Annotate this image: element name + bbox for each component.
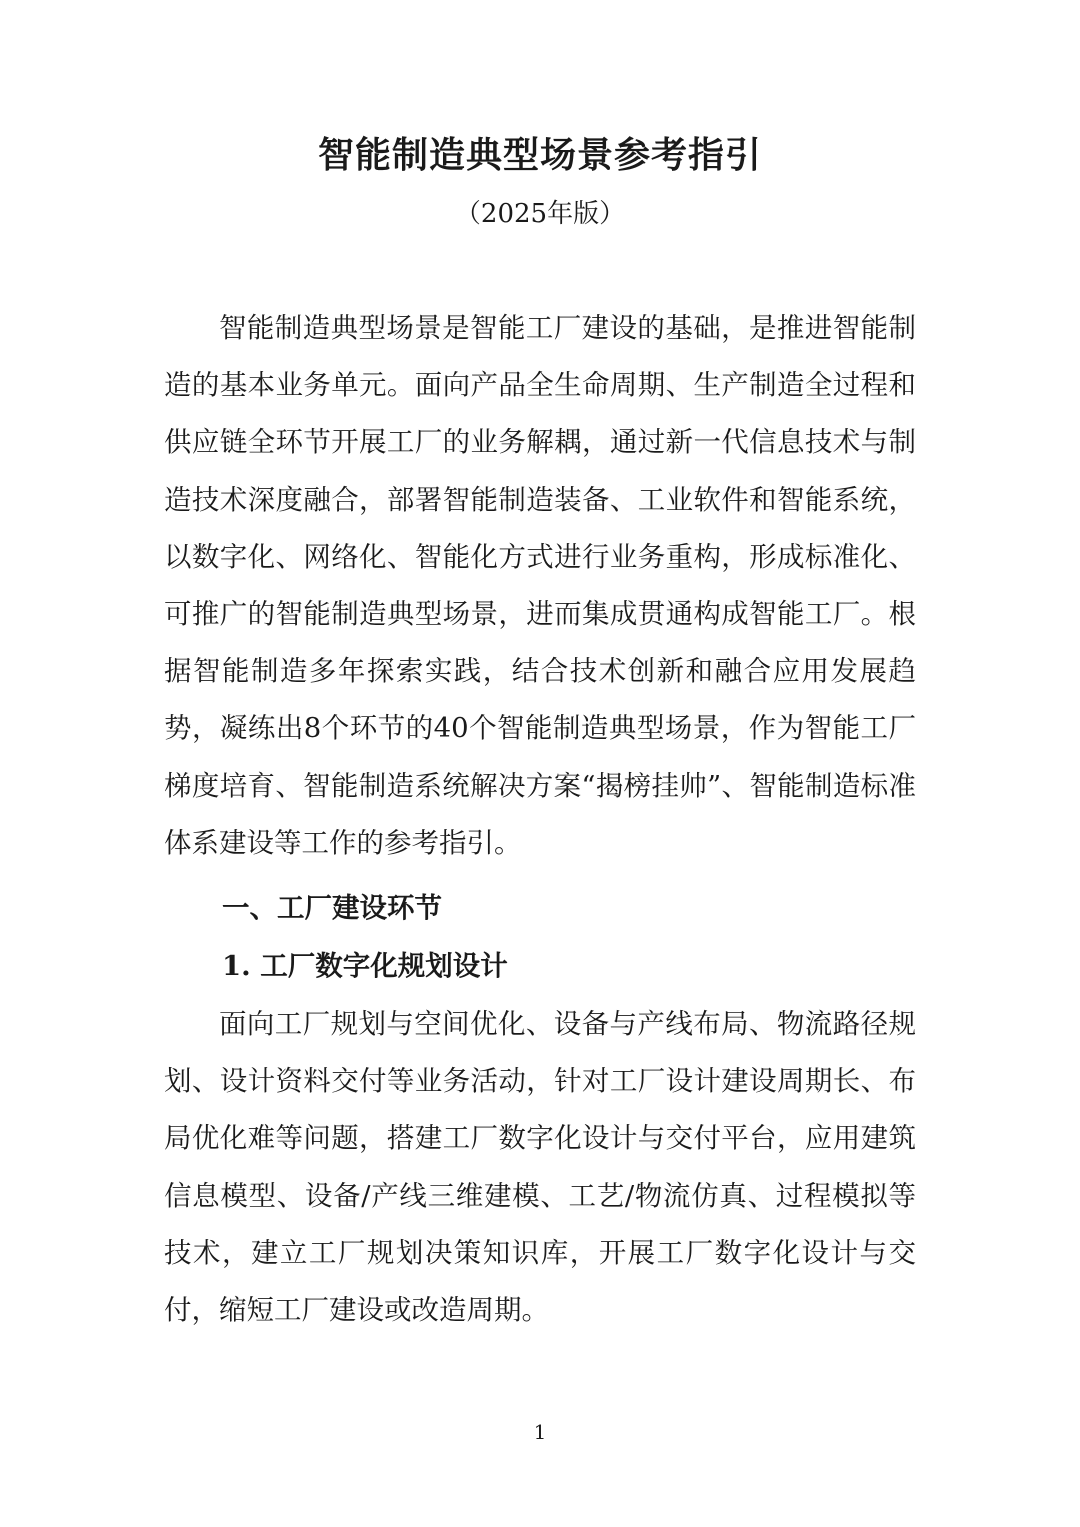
document-body <box>164 300 916 1339</box>
intro-paragraph: 智能制造典型场景是智能工厂建设的基础，是推进智能制造的基本业务单元。面向产品全生命周期、生产制造全过程和供应链全环节开展工厂的业务解耦，通过新一代信息技术与制造技术深度融合，部署智能制造装备、工业软件和智能系统，以数字化、网络化、智能化方式进行业务重构，形成标准化、可推广的智能制造典型场景，进而集成贯通构成智能工厂。根据智能制造多年探索实践，结合技术创新和融合应用发展趋势，凝练出8个环节的40个智能制造典型场景，作为智能工厂梯度培育、智能制造系统解决方案“揭榜挂帅”、智能制造标准体系建设等工作的参考指引。 <box>164 312 916 859</box>
subsection-paragraph: 面向工厂规划与空间优化、设备与产线布局、物流路径规划、设计资料交付等业务活动，针对工厂设计建设周期长、布局优化难等问题，搭建工厂数字化设计与交付平台，应用建筑信息模型、设备/产线三维建模、工艺/物流仿真、过程模拟等技术，建立工厂规划决策知识库，开展工厂数字化设计与交付，缩短工厂建设或改造周期。 <box>164 1008 916 1327</box>
document-subtitle: （2025年版） <box>454 199 626 229</box>
document-title: 智能制造典型场景参考指引 <box>317 135 762 176</box>
page-number: 1 <box>533 1420 547 1444</box>
section-heading: 一、工厂建设环节 <box>222 892 442 925</box>
subsection-heading: 1. 工厂数字化规划设计 <box>222 950 508 983</box>
